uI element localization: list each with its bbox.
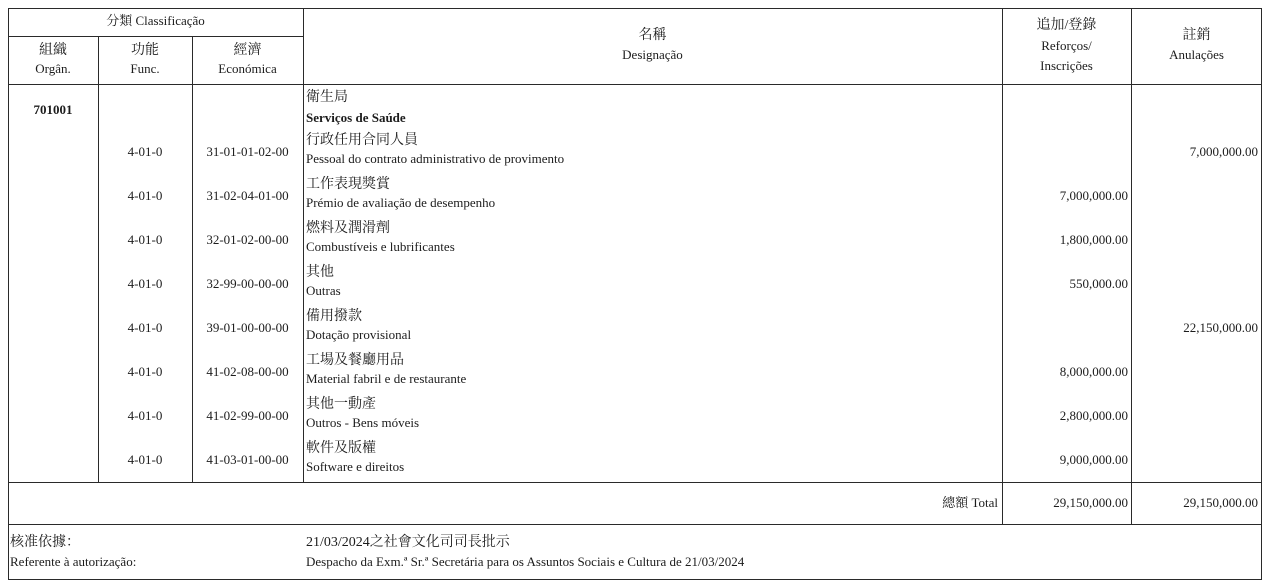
entity-name-cn: 衛生局 <box>306 90 348 105</box>
row-econ-code: 41-03-01-00-00 <box>206 452 289 467</box>
row-annulment: 7,000,000.00 <box>1189 144 1258 159</box>
total-annulment: 29,150,000.00 <box>1183 495 1258 510</box>
row-name-pt: Outras <box>306 283 341 298</box>
entity-organ-code: 701001 <box>33 102 73 117</box>
row-name-cn: 工作表現獎賞 <box>306 177 390 192</box>
table-row <box>0 220 1267 264</box>
row-name-cn: 行政任用合同人員 <box>306 133 418 148</box>
row-name-pt: Material fabril e de restaurante <box>306 371 467 386</box>
row-reinforcement: 1,800,000.00 <box>1059 232 1128 247</box>
row-name-cn: 其他 <box>306 265 334 280</box>
header-reinforcements-cn: 追加/登錄 <box>1036 18 1097 33</box>
row-name-cn: 備用撥款 <box>306 309 362 324</box>
row-econ-code: 32-99-00-00-00 <box>206 276 289 291</box>
header-designation-pt: Designação <box>622 47 683 62</box>
row-func-code: 4-01-0 <box>127 320 163 335</box>
row-name-cn: 軟件及版權 <box>306 441 376 456</box>
header-classification: 分類 Classificação <box>106 13 205 28</box>
header-organ-cn: 組織 <box>39 43 67 58</box>
header-annulments-cn: 註銷 <box>1182 28 1211 43</box>
total-bottom-rule <box>8 524 1262 525</box>
header-func-cn: 功能 <box>131 43 159 58</box>
table-row <box>0 352 1267 396</box>
row-func-code: 4-01-0 <box>127 364 163 379</box>
entity-name-pt: Serviços de Saúde <box>306 110 406 125</box>
row-func-code: 4-01-0 <box>127 452 163 467</box>
total-label: 總額 Total <box>942 495 998 510</box>
row-name-cn: 其他一動產 <box>306 397 376 412</box>
authorization-label-pt: Referente à autorização: <box>10 554 137 569</box>
row-name-cn: 燃料及潤滑劑 <box>306 221 390 236</box>
row-reinforcement: 2,800,000.00 <box>1059 408 1128 423</box>
header-annulments-pt: Anulações <box>1169 47 1224 62</box>
row-reinforcement: 550,000.00 <box>1069 276 1128 291</box>
table-row <box>0 176 1267 220</box>
row-annulment: 22,150,000.00 <box>1183 320 1258 335</box>
total-reinforcement: 29,150,000.00 <box>1053 495 1128 510</box>
row-reinforcement: 9,000,000.00 <box>1059 452 1128 467</box>
row-reinforcement: 7,000,000.00 <box>1059 188 1128 203</box>
row-econ-code: 31-01-01-02-00 <box>206 144 289 159</box>
row-name-cn: 工場及餐廳用品 <box>306 353 404 368</box>
table-row <box>0 264 1267 308</box>
table-row <box>0 396 1267 440</box>
table-row <box>0 308 1267 352</box>
row-name-pt: Outros - Bens móveis <box>306 415 420 430</box>
row-func-code: 4-01-0 <box>127 144 163 159</box>
header-func-pt: Func. <box>130 61 160 76</box>
classification-divider <box>8 36 303 37</box>
row-func-code: 4-01-0 <box>127 408 163 423</box>
header-designation-cn: 名稱 <box>638 28 667 43</box>
row-econ-code: 31-02-04-01-00 <box>206 188 289 203</box>
row-reinforcement: 8,000,000.00 <box>1059 364 1128 379</box>
row-func-code: 4-01-0 <box>127 276 163 291</box>
row-name-pt: Combustíveis e lubrificantes <box>306 239 455 254</box>
table-row <box>0 132 1267 176</box>
row-name-pt: Software e direitos <box>306 459 405 474</box>
header-organ-pt: Orgân. <box>35 61 71 76</box>
row-name-pt: Prémio de avaliação de desempenho <box>306 195 496 210</box>
row-func-code: 4-01-0 <box>127 232 163 247</box>
row-econ-code: 39-01-00-00-00 <box>206 320 289 335</box>
row-name-pt: Pessoal do contrato administrativo de provimento <box>306 151 565 166</box>
row-econ-code: 41-02-08-00-00 <box>206 364 289 379</box>
header-reinforcements-pt-line1: Reforços/ <box>1041 38 1092 53</box>
authorization-text-cn: 21/03/2024之社會文化司司長批示 <box>306 535 510 550</box>
header-econ-cn: 經濟 <box>233 43 262 58</box>
authorization-text-pt: Despacho da Exm.ª Sr.ª Secretária para os Assuntos Sociais e Cultura de 21/03/2024 <box>306 554 745 569</box>
header-bottom-rule <box>8 84 1262 85</box>
table-row <box>0 440 1267 484</box>
row-econ-code: 32-01-02-00-00 <box>206 232 289 247</box>
row-func-code: 4-01-0 <box>127 188 163 203</box>
row-econ-code: 41-02-99-00-00 <box>206 408 289 423</box>
header-econ-pt: Económica <box>218 61 277 76</box>
authorization-label-cn: 核准依據： <box>10 535 80 550</box>
row-name-pt: Dotação provisional <box>306 327 412 342</box>
header-reinforcements-pt-line2: Inscrições <box>1040 58 1093 73</box>
